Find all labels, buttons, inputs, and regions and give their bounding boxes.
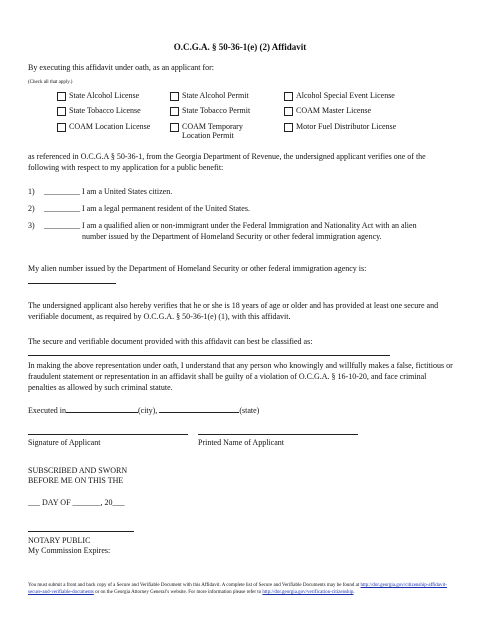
referenced-text: as referenced in O.C.G.A § 50-36-1, from the Georgia Department of Revenue, the undersigned applicant verifies one of the following with respect to my application for a public benefit: — [28, 152, 426, 172]
checkbox-state-alcohol-permit[interactable] — [170, 92, 179, 101]
checkbox-coam-master-license[interactable] — [284, 107, 293, 116]
city-label: (city), — [137, 406, 158, 415]
checkbox-alcohol-special-event-license[interactable] — [284, 92, 293, 101]
intro-text: By executing this affidavit under oath, as an applicant for: — [28, 63, 215, 72]
footer-text-3: . — [353, 590, 355, 595]
signature-line[interactable] — [28, 434, 188, 435]
sworn-text-line1: SUBSCRIBED AND SWORN — [28, 466, 128, 475]
footer-text-2: or on the Georgia Attorney General’s website. For more information please refer to — [93, 590, 262, 595]
option-label: COAM Master License — [296, 106, 372, 115]
sworn-text-line2: BEFORE ME ON THIS THE — [28, 476, 124, 485]
printed-name-label: Printed Name of Applicant — [198, 438, 284, 447]
checkbox-motor-fuel-distributor-license[interactable] — [284, 123, 293, 132]
option-label: COAM Temporary — [182, 122, 243, 131]
option-label: COAM Location License — [69, 122, 151, 131]
item-number: 2) — [28, 204, 35, 213]
checkbox-state-alcohol-license[interactable] — [57, 92, 66, 101]
option-label: State Alcohol License — [69, 91, 140, 100]
page-title: O.C.G.A. § 50-36-1(e) (2) Affidavit — [173, 42, 307, 52]
secure-documents-link[interactable]: http://dor.georgia.gov/citizenship-affidavit-secure-and-verifiable-documents — [28, 583, 447, 595]
option-label: Motor Fuel Distributor License — [296, 122, 397, 131]
alien-number-line[interactable] — [28, 283, 116, 284]
signature-label: Signature of Applicant — [28, 438, 101, 447]
document-classified-text: The secure and verifiable document provided with this affidavit can best be classified as: — [28, 337, 313, 346]
penalty-text: In making the above representation under oath, I understand that any person who knowingly and willfully makes a false, fictitious or fraudulent statement or representation in an affidavit shall be guilty of a violation of O.C.G.A. § 16-10-20, and face criminal penalties as allowed by such criminal statute. — [28, 361, 453, 392]
item-blank[interactable]: _________ — [44, 187, 80, 196]
option-label-line2: Location Permit — [182, 131, 234, 140]
item-blank[interactable]: _________ — [44, 204, 80, 213]
item-number: 1) — [28, 187, 35, 196]
state-blank[interactable] — [159, 405, 239, 413]
document-classification-line[interactable] — [28, 355, 390, 356]
item-blank[interactable]: _________ — [44, 221, 80, 230]
checkbox-coam-temporary-location-permit[interactable] — [170, 123, 179, 132]
item-text: I am a United States citizen. — [82, 187, 173, 196]
checkbox-coam-location-license[interactable] — [57, 123, 66, 132]
notary-label: NOTARY PUBLIC — [28, 536, 91, 545]
age-verification-text: The undersigned applicant also hereby verifies that he or she is 18 years of age or older and has provided at least one secure and verifiable document, as required by O.C.G.A. § 50-36-1(e) (1), with this affidavit. — [28, 301, 439, 321]
alien-number-prompt: My alien number issued by the Department of Homeland Security or other federal immigration agency is: — [28, 264, 367, 273]
city-blank[interactable] — [66, 405, 138, 413]
footer-note — [28, 582, 458, 596]
item-number: 3) — [28, 221, 35, 230]
day-line[interactable]: ___ DAY OF _______, 20___ — [28, 498, 125, 507]
option-label: State Tobacco License — [69, 106, 141, 115]
notary-signature-line[interactable] — [28, 531, 134, 532]
item-text: I am a legal permanent resident of the United States. — [82, 204, 250, 213]
option-label: Alcohol Special Event License — [296, 91, 395, 100]
executed-line — [28, 405, 259, 416]
item-text-line2: number issued by the Department of Homeland Security or other federal immigration agency. — [82, 232, 382, 241]
checkbox-state-tobacco-permit[interactable] — [170, 107, 179, 116]
item-text: I am a qualified alien or non-immigrant under the Federal Immigration and Nationality Act with an alien — [82, 221, 417, 230]
commission-expires-label: My Commission Expires: — [28, 546, 111, 555]
option-label: State Alcohol Permit — [182, 91, 249, 100]
footer-text-1: You must submit a front and back copy of a Secure and Verifiable Document with this Affidavit. A complete list of Secure and Verifiable Documents may be found at — [28, 583, 360, 588]
option-label: State Tobacco Permit — [182, 106, 251, 115]
check-note: (Check all that apply.) — [28, 80, 73, 85]
state-label: (state) — [239, 406, 260, 415]
checkbox-state-tobacco-license[interactable] — [57, 107, 66, 116]
verification-citizenship-link[interactable]: http://dor.georgia.gov/verification-citizenship — [262, 590, 354, 595]
executed-prefix: Executed in — [28, 406, 66, 415]
printed-name-line[interactable] — [198, 434, 358, 435]
